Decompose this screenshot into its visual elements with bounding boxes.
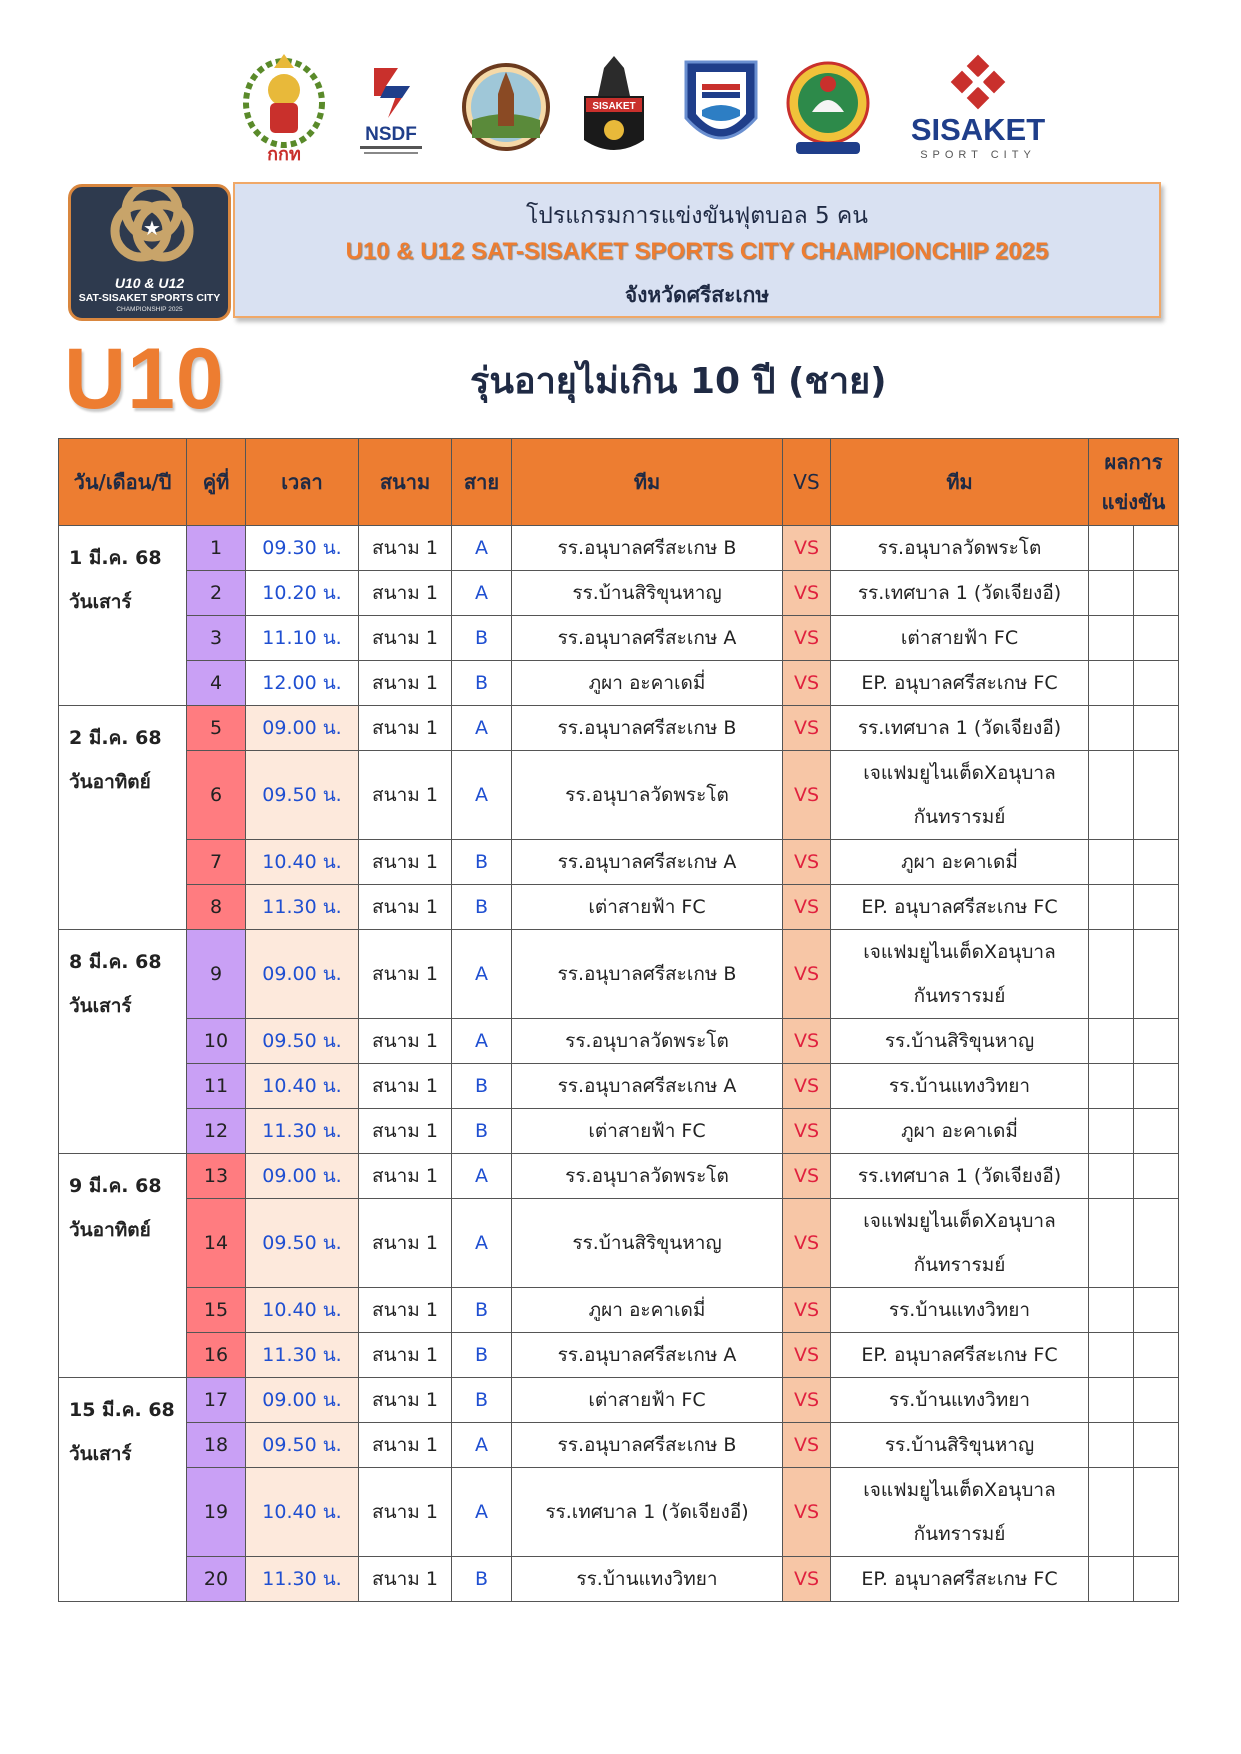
pair-number: 14: [187, 1199, 246, 1288]
match-row: [59, 1423, 1179, 1468]
team-away: รร.เทศบาล 1 (วัดเจียงอี): [831, 1154, 1089, 1199]
match-field: สนาม 1: [359, 1064, 452, 1109]
age-subtitle: รุ่นอายุไม่เกิน 10 ปี (ชาย): [470, 361, 887, 402]
result-away: [1134, 1557, 1179, 1602]
vs-label: VS: [783, 1557, 831, 1602]
team-away: EP. อนุบาลศรีสะเกษ FC: [831, 1333, 1089, 1378]
team-home: ภูผา อะคาเดมี่: [512, 1288, 783, 1333]
team-away-line1: เจแฟมยูไนเต็ดXอนุบาล: [863, 762, 1056, 784]
match-field: สนาม 1: [359, 885, 452, 930]
pair-number: 7: [187, 840, 246, 885]
nsdf-logo-text: NSDF: [365, 124, 417, 145]
sisaket-pao-logo: [782, 48, 874, 166]
header-vs: VS: [783, 439, 831, 526]
team-home: รร.เทศบาล 1 (วัดเจียงอี): [512, 1468, 783, 1557]
match-group: B: [452, 1288, 512, 1333]
result-away: [1134, 1333, 1179, 1378]
pair-number: 5: [187, 706, 246, 751]
match-date: 1 มี.ค. 68: [69, 547, 162, 569]
result-away: [1134, 1019, 1179, 1064]
team-home: รร.บ้านสิริขุนหาญ: [512, 571, 783, 616]
result-home: [1089, 1468, 1134, 1557]
match-field: สนาม 1: [359, 661, 452, 706]
vs-label: VS: [783, 840, 831, 885]
team-away: EP. อนุบาลศรีสะเกษ FC: [831, 1557, 1089, 1602]
pair-number: 16: [187, 1333, 246, 1378]
team-away: รร.บ้านสิริขุนหาญ: [831, 1423, 1089, 1468]
result-home: [1089, 1378, 1134, 1423]
match-row: [59, 706, 1179, 751]
match-group: B: [452, 616, 512, 661]
match-group: B: [452, 1378, 512, 1423]
result-home: [1089, 1423, 1134, 1468]
vs-label: VS: [783, 1333, 831, 1378]
match-row: [59, 1199, 1179, 1288]
match-time: 12.00 น.: [246, 661, 359, 706]
header-result: [1089, 439, 1179, 526]
result-away: [1134, 1199, 1179, 1288]
date-cell: [59, 526, 187, 706]
vs-label: VS: [783, 885, 831, 930]
match-row: [59, 661, 1179, 706]
banner-line1: โปรแกรมการแข่งขันฟุตบอล 5 คน: [525, 203, 869, 229]
vs-label: VS: [783, 1423, 831, 1468]
match-field: สนาม 1: [359, 1557, 452, 1602]
vs-label: VS: [783, 661, 831, 706]
match-field: สนาม 1: [359, 840, 452, 885]
match-group: A: [452, 526, 512, 571]
championship-emblem: [68, 184, 231, 321]
match-group: A: [452, 930, 512, 1019]
match-group: B: [452, 1064, 512, 1109]
match-field: สนาม 1: [359, 1288, 452, 1333]
result-home: [1089, 526, 1134, 571]
match-time: 09.50 น.: [246, 751, 359, 840]
match-group: A: [452, 1199, 512, 1288]
emblem-line1: U10 & U12: [114, 275, 185, 291]
vs-label: VS: [783, 1288, 831, 1333]
logo-row: [238, 48, 1058, 166]
match-row: [59, 1288, 1179, 1333]
match-group: B: [452, 661, 512, 706]
team-home: เต่าสายฟ้า FC: [512, 1378, 783, 1423]
match-group: A: [452, 1154, 512, 1199]
match-time: 11.30 น.: [246, 885, 359, 930]
team-away: [831, 1199, 1089, 1288]
banner-line3: จังหวัดศรีสะเกษ: [624, 283, 770, 307]
result-away: [1134, 706, 1179, 751]
result-home: [1089, 1064, 1134, 1109]
vs-label: VS: [783, 1378, 831, 1423]
match-date: 9 มี.ค. 68: [69, 1175, 162, 1197]
team-away: รร.บ้านแทงวิทยา: [831, 1378, 1089, 1423]
team-home: รร.อนุบาลวัดพระโต: [512, 1154, 783, 1199]
match-field: สนาม 1: [359, 1468, 452, 1557]
match-row: [59, 885, 1179, 930]
emblem-line3: CHAMPIONSHIP 2025: [116, 306, 183, 313]
banner-line2: U10 & U12 SAT-SISAKET SPORTS CITY CHAMPIONCHIP 2025: [345, 238, 1049, 265]
team-away-line2: กันทรารมย์: [913, 1523, 1006, 1545]
match-group: B: [452, 885, 512, 930]
result-home: [1089, 840, 1134, 885]
pair-number: 2: [187, 571, 246, 616]
sport-city-text: SISAKET: [910, 112, 1046, 147]
result-away: [1134, 571, 1179, 616]
result-away: [1134, 930, 1179, 1019]
pair-number: 15: [187, 1288, 246, 1333]
result-away: [1134, 661, 1179, 706]
match-time: 10.40 น.: [246, 1064, 359, 1109]
team-home: รร.อนุบาลศรีสะเกษ A: [512, 840, 783, 885]
nsdf-logo: [346, 48, 436, 166]
match-group: A: [452, 1423, 512, 1468]
header-pair: คู่ที่: [187, 439, 246, 526]
team-home: รร.อนุบาลศรีสะเกษ B: [512, 706, 783, 751]
header-time: เวลา: [246, 439, 359, 526]
match-time: 09.00 น.: [246, 706, 359, 751]
match-date: 8 มี.ค. 68: [69, 951, 162, 973]
header-team1: ทีม: [512, 439, 783, 526]
vs-label: VS: [783, 1154, 831, 1199]
match-row: [59, 571, 1179, 616]
vs-label: VS: [783, 1019, 831, 1064]
match-row: [59, 616, 1179, 661]
header-date: วัน/เดือน/ปี: [59, 439, 187, 526]
team-home: รร.อนุบาลศรีสะเกษ A: [512, 1333, 783, 1378]
vs-label: VS: [783, 1468, 831, 1557]
pair-number: 20: [187, 1557, 246, 1602]
vs-label: VS: [783, 751, 831, 840]
sisaket-province-seal: [460, 48, 552, 166]
match-row: [59, 526, 1179, 571]
pair-number: 12: [187, 1109, 246, 1154]
header-result-line2: แข่งขัน: [1101, 490, 1166, 514]
team-away: รร.เทศบาล 1 (วัดเจียงอี): [831, 706, 1089, 751]
match-group: A: [452, 1468, 512, 1557]
team-away: [831, 1468, 1089, 1557]
match-day: วันอาทิตย์: [69, 771, 151, 793]
team-home: เต่าสายฟ้า FC: [512, 1109, 783, 1154]
result-away: [1134, 1064, 1179, 1109]
result-home: [1089, 930, 1134, 1019]
team-home: ภูผา อะคาเดมี่: [512, 661, 783, 706]
match-field: สนาม 1: [359, 751, 452, 840]
team-away: รร.บ้านแทงวิทยา: [831, 1288, 1089, 1333]
result-home: [1089, 1019, 1134, 1064]
match-time: 10.40 น.: [246, 840, 359, 885]
header-group: สาย: [452, 439, 512, 526]
match-field: สนาม 1: [359, 1109, 452, 1154]
header-row: [59, 439, 1179, 526]
team-home: เต่าสายฟ้า FC: [512, 885, 783, 930]
match-group: A: [452, 1019, 512, 1064]
match-row: [59, 840, 1179, 885]
match-row: [59, 930, 1179, 1019]
team-away: EP. อนุบาลศรีสะเกษ FC: [831, 885, 1089, 930]
match-field: สนาม 1: [359, 1378, 452, 1423]
match-group: B: [452, 1333, 512, 1378]
match-time: 11.30 น.: [246, 1333, 359, 1378]
result-home: [1089, 571, 1134, 616]
match-row: [59, 1019, 1179, 1064]
pair-number: 10: [187, 1019, 246, 1064]
result-away: [1134, 885, 1179, 930]
team-away: EP. อนุบาลศรีสะเกษ FC: [831, 661, 1089, 706]
match-field: สนาม 1: [359, 1019, 452, 1064]
match-row: [59, 1557, 1179, 1602]
match-field: สนาม 1: [359, 1154, 452, 1199]
team-away-line2: กันทรารมย์: [913, 1254, 1006, 1276]
pair-number: 8: [187, 885, 246, 930]
sisaket-fc-text: SISAKET: [592, 101, 636, 112]
match-group: B: [452, 840, 512, 885]
match-day: วันเสาร์: [69, 1443, 132, 1465]
result-home: [1089, 706, 1134, 751]
header-team2: ทีม: [831, 439, 1089, 526]
sisaket-fc-logo: [576, 48, 652, 166]
team-home: รร.อนุบาลศรีสะเกษ A: [512, 1064, 783, 1109]
result-away: [1134, 1423, 1179, 1468]
team-home: รร.อนุบาลวัดพระโต: [512, 1019, 783, 1064]
sat-logo: [238, 48, 330, 166]
sport-city-subtext: SPORT CITY: [920, 149, 1036, 161]
team-away: เต่าสายฟ้า FC: [831, 616, 1089, 661]
vs-label: VS: [783, 706, 831, 751]
match-field: สนาม 1: [359, 706, 452, 751]
header-field: สนาม: [359, 439, 452, 526]
team-away-line1: เจแฟมยูไนเต็ดXอนุบาล: [863, 1479, 1056, 1501]
result-away: [1134, 1109, 1179, 1154]
date-cell: [59, 706, 187, 930]
date-cell: [59, 1378, 187, 1602]
team-away: รร.อนุบาลวัดพระโต: [831, 526, 1089, 571]
vs-label: VS: [783, 930, 831, 1019]
match-group: A: [452, 751, 512, 840]
pair-number: 6: [187, 751, 246, 840]
sat-logo-text: กกท: [267, 144, 301, 165]
match-time: 10.20 น.: [246, 571, 359, 616]
match-row: [59, 1378, 1179, 1423]
match-field: สนาม 1: [359, 526, 452, 571]
result-away: [1134, 751, 1179, 840]
vs-label: VS: [783, 1109, 831, 1154]
result-home: [1089, 1199, 1134, 1288]
result-home: [1089, 1557, 1134, 1602]
team-home: รร.บ้านสิริขุนหาญ: [512, 1199, 783, 1288]
match-field: สนาม 1: [359, 571, 452, 616]
match-day: วันอาทิตย์: [69, 1219, 151, 1241]
match-row: [59, 1064, 1179, 1109]
vs-label: VS: [783, 571, 831, 616]
result-home: [1089, 1333, 1134, 1378]
result-home: [1089, 1109, 1134, 1154]
result-away: [1134, 1288, 1179, 1333]
match-field: สนาม 1: [359, 1199, 452, 1288]
team-home: รร.บ้านแทงวิทยา: [512, 1557, 783, 1602]
team-away-line2: กันทรารมย์: [913, 985, 1006, 1007]
pair-number: 11: [187, 1064, 246, 1109]
result-away: [1134, 1468, 1179, 1557]
category-label: U10: [64, 331, 225, 427]
header-result-line1: ผลการ: [1104, 450, 1163, 474]
match-group: B: [452, 1557, 512, 1602]
match-row: [59, 1468, 1179, 1557]
result-away: [1134, 1378, 1179, 1423]
match-group: A: [452, 571, 512, 616]
result-home: [1089, 1288, 1134, 1333]
sisaket-education-logo: [678, 48, 764, 166]
match-field: สนาม 1: [359, 616, 452, 661]
team-away: ภูผา อะคาเดมี่: [831, 840, 1089, 885]
team-away: รร.เทศบาล 1 (วัดเจียงอี): [831, 571, 1089, 616]
match-row: [59, 1109, 1179, 1154]
result-home: [1089, 1154, 1134, 1199]
team-away-line1: เจแฟมยูไนเต็ดXอนุบาล: [863, 1210, 1056, 1232]
svg-text:★: ★: [143, 216, 161, 240]
pair-number: 3: [187, 616, 246, 661]
pair-number: 1: [187, 526, 246, 571]
match-time: 09.50 น.: [246, 1019, 359, 1064]
vs-label: VS: [783, 526, 831, 571]
match-group: A: [452, 706, 512, 751]
match-time: 09.00 น.: [246, 930, 359, 1019]
result-away: [1134, 1154, 1179, 1199]
team-home: รร.อนุบาลศรีสะเกษ A: [512, 616, 783, 661]
vs-label: VS: [783, 1064, 831, 1109]
result-away: [1134, 616, 1179, 661]
match-date: 2 มี.ค. 68: [69, 727, 162, 749]
sisaket-sport-city-logo: [898, 48, 1058, 166]
vs-label: VS: [783, 616, 831, 661]
match-time: 11.10 น.: [246, 616, 359, 661]
vs-label: VS: [783, 1199, 831, 1288]
schedule-table: [58, 438, 1179, 1602]
pair-number: 19: [187, 1468, 246, 1557]
match-time: 09.50 น.: [246, 1423, 359, 1468]
emblem-line2: SAT-SISAKET SPORTS CITY: [78, 292, 221, 304]
match-time: 11.30 น.: [246, 1557, 359, 1602]
match-time: 09.00 น.: [246, 1154, 359, 1199]
match-field: สนาม 1: [359, 1333, 452, 1378]
match-group: B: [452, 1109, 512, 1154]
result-home: [1089, 616, 1134, 661]
team-away: รร.บ้านสิริขุนหาญ: [831, 1019, 1089, 1064]
match-field: สนาม 1: [359, 1423, 452, 1468]
pair-number: 13: [187, 1154, 246, 1199]
match-time: 09.00 น.: [246, 1378, 359, 1423]
team-away: ภูผา อะคาเดมี่: [831, 1109, 1089, 1154]
pair-number: 4: [187, 661, 246, 706]
match-row: [59, 1154, 1179, 1199]
result-away: [1134, 526, 1179, 571]
team-away-line2: กันทรารมย์: [913, 806, 1006, 828]
match-time: 09.50 น.: [246, 1199, 359, 1288]
date-cell: [59, 930, 187, 1154]
team-home: รร.อนุบาลศรีสะเกษ B: [512, 526, 783, 571]
match-day: วันเสาร์: [69, 995, 132, 1017]
match-row: [59, 751, 1179, 840]
match-time: 10.40 น.: [246, 1468, 359, 1557]
match-day: วันเสาร์: [69, 591, 132, 613]
match-time: 09.30 น.: [246, 526, 359, 571]
team-home: รร.อนุบาลวัดพระโต: [512, 751, 783, 840]
match-time: 10.40 น.: [246, 1288, 359, 1333]
team-away: รร.บ้านแทงวิทยา: [831, 1064, 1089, 1109]
match-date: 15 มี.ค. 68: [69, 1399, 175, 1421]
pair-number: 18: [187, 1423, 246, 1468]
date-cell: [59, 1154, 187, 1378]
team-away: [831, 930, 1089, 1019]
match-time: 11.30 น.: [246, 1109, 359, 1154]
team-away-line1: เจแฟมยูไนเต็ดXอนุบาล: [863, 941, 1056, 963]
team-away: [831, 751, 1089, 840]
match-field: สนาม 1: [359, 930, 452, 1019]
result-home: [1089, 661, 1134, 706]
result-away: [1134, 840, 1179, 885]
match-row: [59, 1333, 1179, 1378]
team-home: รร.อนุบาลศรีสะเกษ B: [512, 1423, 783, 1468]
team-home: รร.อนุบาลศรีสะเกษ B: [512, 930, 783, 1019]
title-banner: [233, 182, 1161, 318]
result-home: [1089, 751, 1134, 840]
pair-number: 17: [187, 1378, 246, 1423]
result-home: [1089, 885, 1134, 930]
pair-number: 9: [187, 930, 246, 1019]
